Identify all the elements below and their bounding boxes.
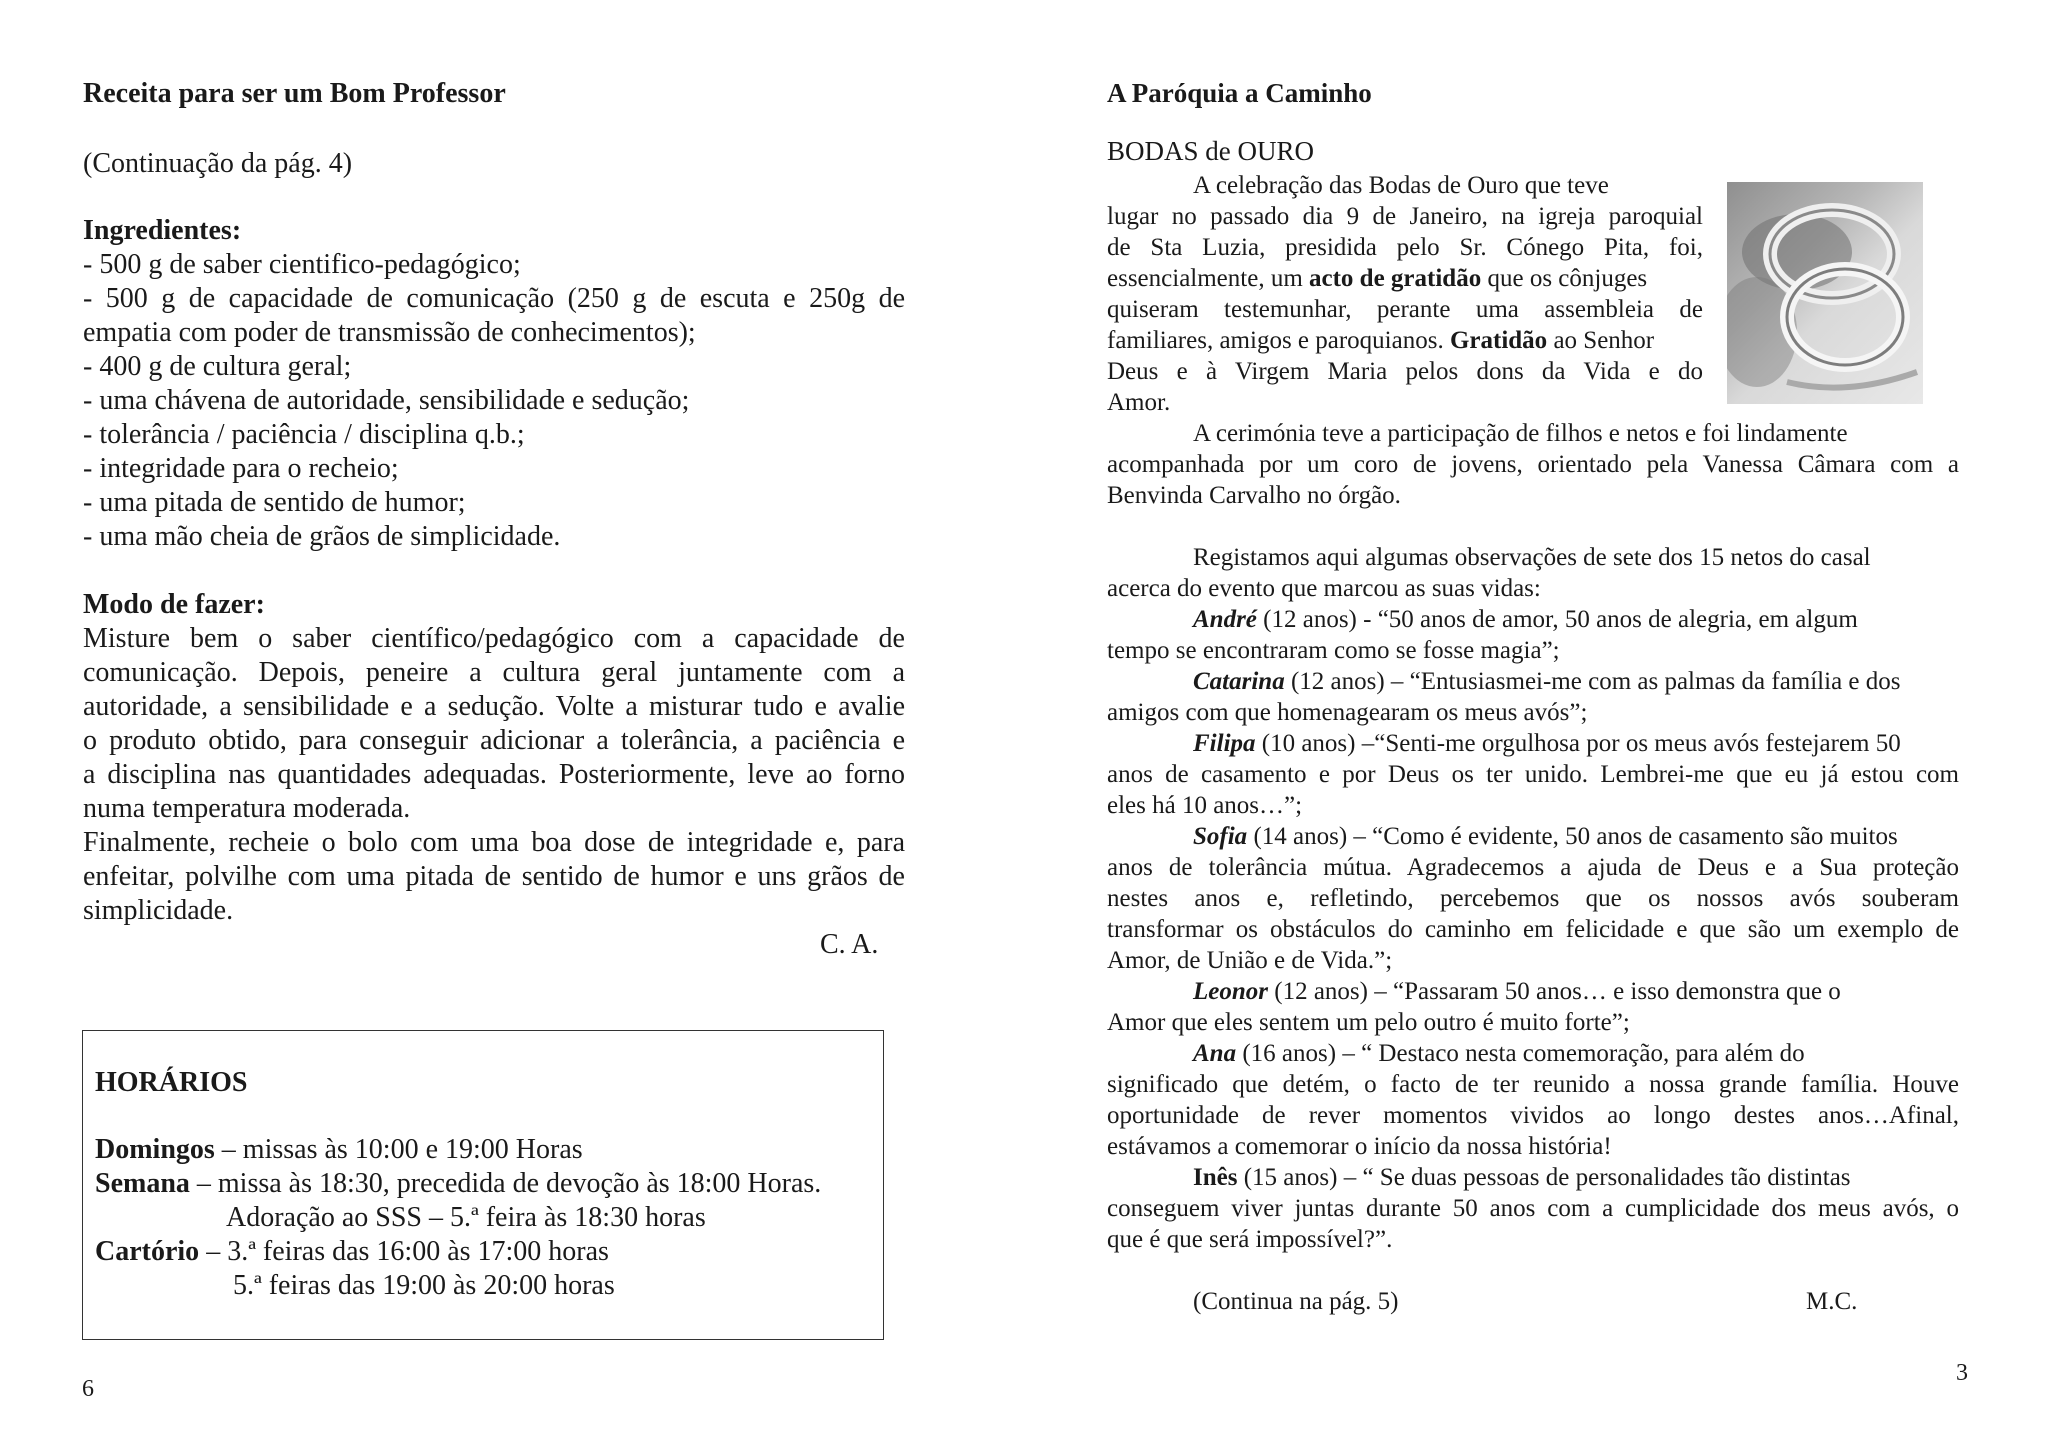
schedule-sundays bbox=[95, 1133, 583, 1167]
text-span: que os cônjuges bbox=[1481, 265, 1648, 292]
ingredient-line: - uma mão cheia de grãos de simplicidade. bbox=[83, 521, 561, 552]
quote-text: (12 anos) - “50 anos de amor, 50 anos de alegria, em algum bbox=[1256, 606, 1858, 633]
quote-ana bbox=[1193, 1038, 1805, 1069]
continuation-note-right: (Continua na pág. 5) bbox=[1193, 1288, 1399, 1315]
ingredient-line: empatia com poder de transmissão de conhecimentos); bbox=[83, 317, 696, 348]
quote-line: que é que será impossível?”. bbox=[1107, 1226, 1393, 1253]
schedule-adoration: Adoração ao SSS – 5.ª feira às 18:30 horas bbox=[226, 1202, 706, 1233]
ingredient-line: - 400 g de cultura geral; bbox=[83, 351, 352, 382]
bodas-text-line: lugar no passado dia 9 de Janeiro, na igreja paroquial bbox=[1107, 203, 1703, 230]
rings-icon bbox=[1727, 182, 1923, 404]
wedding-rings-image bbox=[1727, 182, 1923, 404]
bodas-text-line: A celebração das Bodas de Ouro que teve bbox=[1193, 172, 1609, 199]
ceremony-line: acompanhada por um coro de jovens, orientado pela Vanessa Câmara com a bbox=[1107, 451, 1959, 478]
quote-line: Amor que eles sentem um pelo outro é muito forte”; bbox=[1107, 1009, 1630, 1036]
office-text: – 3.ª feiras das 16:00 às 17:00 horas bbox=[199, 1236, 609, 1267]
quote-filipa bbox=[1193, 728, 1901, 759]
quote-sofia bbox=[1193, 821, 1898, 852]
ceremony-line: Benvinda Carvalho no órgão. bbox=[1107, 482, 1401, 509]
parish-title: A Paróquia a Caminho bbox=[1107, 78, 1372, 108]
intro-line: Registamos aqui algumas observações de sete dos 15 netos do casal bbox=[1193, 544, 1871, 571]
method-line: autoridade, a sensibilidade e a sedução. Volte a misturar tudo e avalie bbox=[83, 691, 905, 722]
schedule-office-extra: 5.ª feiras das 19:00 às 20:00 horas bbox=[233, 1270, 615, 1301]
quote-text: (10 anos) –“Senti-me orgulhosa por os meus avós festejarem 50 bbox=[1255, 730, 1901, 757]
method-line: simplicidade. bbox=[83, 895, 234, 926]
schedule-office bbox=[95, 1235, 609, 1269]
ingredient-line: - uma pitada de sentido de humor; bbox=[83, 487, 466, 518]
quote-line: amigos com que homenagearam os meus avós”; bbox=[1107, 699, 1588, 726]
quote-line: estávamos a comemorar o início da nossa história! bbox=[1107, 1133, 1612, 1160]
sundays-label: Domingos bbox=[95, 1134, 215, 1165]
bodas-text-line: Amor. bbox=[1107, 389, 1171, 416]
ingredient-line: - integridade para o recheio; bbox=[83, 453, 399, 484]
quote-line: anos de casamento e por Deus os ter unido. Lembrei-me que eu já estou com bbox=[1107, 761, 1959, 788]
text-span: familiares, amigos e paroquianos. bbox=[1107, 327, 1450, 354]
page-number-left: 6 bbox=[82, 1376, 94, 1402]
quote-line: nestes anos e, refletindo, percebemos que os nossos avós souberam bbox=[1107, 885, 1959, 912]
method-line: Finalmente, recheie o bolo com uma boa dose de integridade e, para bbox=[83, 827, 905, 858]
ingredient-line: - tolerância / paciência / disciplina q.b.; bbox=[83, 419, 525, 450]
bodas-text-line bbox=[1107, 263, 1647, 294]
method-line: enfeitar, polvilhe com uma pitada de sentido de humor e uns grãos de bbox=[83, 861, 905, 892]
bodas-text-line: Deus e à Virgem Maria pelos dons da Vida e do bbox=[1107, 358, 1703, 385]
recipe-signature: C. A. bbox=[820, 929, 879, 960]
weekdays-label: Semana bbox=[95, 1168, 190, 1199]
quote-line: Amor, de União e de Vida.”; bbox=[1107, 947, 1393, 974]
grandchild-name: Filipa bbox=[1193, 730, 1256, 757]
method-line: a disciplina nas quantidades adequadas. Posteriormente, leve ao forno bbox=[83, 759, 905, 790]
quote-text: (16 anos) – “ Destaco nesta comemoração, para além do bbox=[1236, 1040, 1805, 1067]
intro-line: acerca do evento que marcou as suas vidas: bbox=[1107, 575, 1541, 602]
gratitude-emphasis: acto de gratidão bbox=[1309, 265, 1482, 292]
text-span: ao Senhor bbox=[1547, 327, 1655, 354]
quote-leonor bbox=[1193, 976, 1841, 1007]
grandchild-name: Catarina bbox=[1193, 668, 1285, 695]
bodas-text-line: quiseram testemunhar, perante uma assembleia de bbox=[1107, 296, 1703, 323]
grandchild-name: André bbox=[1193, 606, 1257, 633]
ceremony-line: A cerimónia teve a participação de filhos e netos e foi lindamente bbox=[1193, 420, 1848, 447]
sundays-text: – missas às 10:00 e 19:00 Horas bbox=[214, 1134, 583, 1165]
method-heading: Modo de fazer: bbox=[83, 589, 265, 620]
grandchild-name: Ana bbox=[1193, 1040, 1237, 1067]
ingredient-line: - 500 g de saber cientifico-pedagógico; bbox=[83, 249, 521, 280]
office-label: Cartório bbox=[95, 1236, 200, 1267]
article-signature: M.C. bbox=[1806, 1288, 1858, 1315]
schedule-box bbox=[82, 1030, 884, 1340]
quote-line: transformar os obstáculos do caminho em felicidade e que são um exemplo de bbox=[1107, 916, 1959, 943]
schedule-heading: HORÁRIOS bbox=[95, 1067, 248, 1098]
weekdays-text: – missa às 18:30, precedida de devoção às 18:00 Horas. bbox=[189, 1168, 822, 1199]
quote-line: oportunidade de rever momentos vividos ao longo destes anos…Afinal, bbox=[1107, 1102, 1959, 1129]
ingredient-line: - uma chávena de autoridade, sensibilidade e sedução; bbox=[83, 385, 690, 416]
text-span: essencialmente, um bbox=[1107, 265, 1310, 292]
quote-catarina bbox=[1193, 666, 1901, 697]
method-line: Misture bem o saber científico/pedagógico com a capacidade de bbox=[83, 623, 905, 654]
grandchild-name: Leonor bbox=[1193, 978, 1268, 1005]
quote-text: (14 anos) – “Como é evidente, 50 anos de casamento são muitos bbox=[1247, 823, 1898, 850]
gratitude-emphasis: Gratidão bbox=[1449, 327, 1548, 354]
quote-ines bbox=[1193, 1162, 1851, 1193]
quote-andre bbox=[1193, 604, 1858, 635]
quote-line: eles há 10 anos…”; bbox=[1107, 792, 1303, 819]
quote-text: (15 anos) – “ Se duas pessoas de personalidades tão distintas bbox=[1237, 1164, 1851, 1191]
quote-line: anos de tolerância mútua. Agradecemos a ajuda de Deus e a Sua proteção bbox=[1107, 854, 1959, 881]
bodas-text-line bbox=[1107, 325, 1654, 356]
recipe-title: Receita para ser um Bom Professor bbox=[83, 78, 506, 109]
page-number-right: 3 bbox=[1956, 1360, 1968, 1386]
quote-line: tempo se encontraram como se fosse magia”; bbox=[1107, 637, 1560, 664]
grandchild-name: Sofia bbox=[1193, 823, 1248, 850]
quote-text: (12 anos) – “Passaram 50 anos… e isso demonstra que o bbox=[1268, 978, 1841, 1005]
ingredient-line: - 500 g de capacidade de comunicação (250 g de escuta e 250g de bbox=[83, 283, 905, 314]
continuation-note: (Continuação da pág. 4) bbox=[83, 148, 353, 179]
ingredients-heading: Ingredientes: bbox=[83, 215, 242, 246]
bodas-subtitle: BODAS de OURO bbox=[1107, 136, 1315, 166]
method-line: o produto obtido, para conseguir adicionar a tolerância, a paciência e bbox=[83, 725, 905, 756]
method-line: numa temperatura moderada. bbox=[83, 793, 411, 824]
quote-text: (12 anos) – “Entusiasmei-me com as palmas da família e dos bbox=[1284, 668, 1901, 695]
method-line: comunicação. Depois, peneire a cultura geral juntamente com a bbox=[83, 657, 905, 688]
quote-line: conseguem viver juntas durante 50 anos com a cumplicidade dos meus avós, o bbox=[1107, 1195, 1959, 1222]
quote-line: significado que detém, o facto de ter reunido a nossa grande família. Houve bbox=[1107, 1071, 1959, 1098]
bodas-text-line: de Sta Luzia, presidida pelo Sr. Cónego Pita, foi, bbox=[1107, 234, 1703, 261]
schedule-weekdays bbox=[95, 1167, 821, 1201]
grandchild-name: Inês bbox=[1193, 1164, 1238, 1191]
